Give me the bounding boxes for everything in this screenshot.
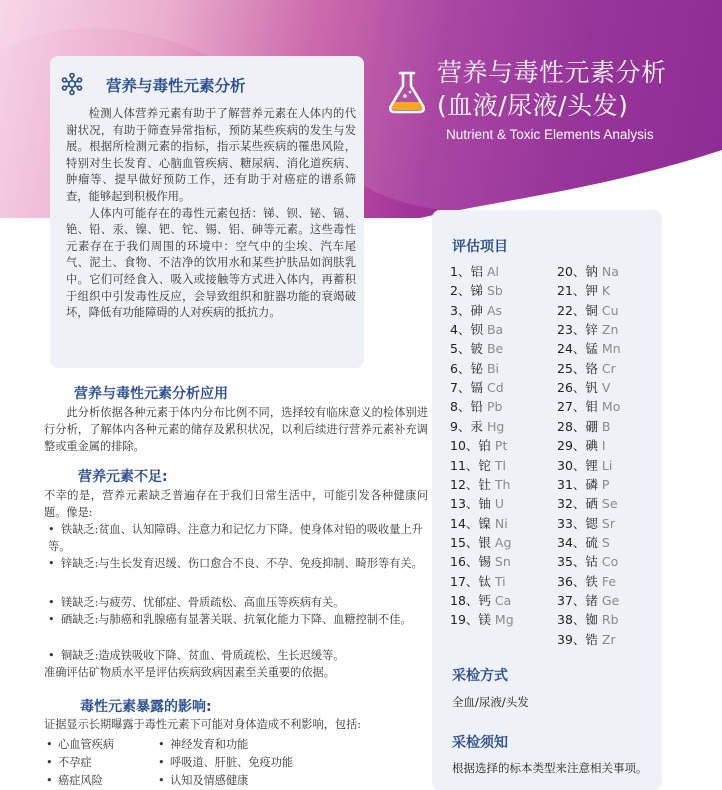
element-item xyxy=(450,436,507,454)
element-number: 33、 xyxy=(557,515,586,531)
element-symbol: Th xyxy=(494,476,511,492)
element-item xyxy=(450,533,511,551)
element-number: 30、 xyxy=(557,457,586,473)
element-number: 35、 xyxy=(557,554,586,570)
element-number: 21、 xyxy=(557,283,586,299)
element-number: 12、 xyxy=(450,476,479,492)
list-item: • 硒缺乏:与肺癌和乳腺癌有显著关联、抗氧化能力下降、血糖控制不佳。 xyxy=(48,613,412,626)
element-symbol: As xyxy=(486,302,503,318)
element-symbol: Rb xyxy=(601,612,619,628)
element-symbol: Ti xyxy=(494,573,506,589)
element-number: 6、 xyxy=(450,360,471,376)
element-number: 16、 xyxy=(450,554,479,570)
element-symbol: Zn xyxy=(601,322,619,338)
method-title: 采检方式 xyxy=(452,668,508,684)
element-item xyxy=(557,475,609,493)
element-name: 砷 xyxy=(470,302,483,318)
element-item xyxy=(557,262,619,280)
deficiency-title: 营养元素不足: xyxy=(78,469,168,485)
element-number: 24、 xyxy=(557,341,586,357)
element-item xyxy=(557,436,606,454)
element-symbol: Zr xyxy=(601,631,616,647)
element-item xyxy=(557,630,616,648)
element-name: 锑 xyxy=(470,283,483,299)
element-item xyxy=(557,572,616,590)
element-name: 锶 xyxy=(585,515,598,531)
toxic-title: 毒性元素暴露的影响: xyxy=(80,699,212,715)
intro-body xyxy=(66,106,356,322)
element-number: 18、 xyxy=(450,592,479,608)
element-number: 11、 xyxy=(450,457,479,473)
element-name: 铊 xyxy=(478,457,491,473)
element-name: 铷 xyxy=(585,612,598,628)
element-name: 锡 xyxy=(478,554,491,570)
flask-icon xyxy=(386,70,428,114)
list-item: • 铁缺乏:贫血、认知障碍、注意力和记忆力下降、使身体对铅的吸收量上升等。 xyxy=(48,523,423,553)
element-number: 13、 xyxy=(450,496,479,512)
element-symbol: Co xyxy=(601,554,619,570)
list-item: • 锌缺乏:与生长发育迟缓、伤口愈合不良、不孕、免疫抑制、畸形等有关。 xyxy=(48,557,423,570)
element-symbol: Ge xyxy=(601,592,620,608)
element-item xyxy=(450,417,504,435)
element-number: 4、 xyxy=(450,322,471,338)
toxic-effects-list xyxy=(46,736,376,790)
element-name: 硫 xyxy=(585,534,598,550)
element-item xyxy=(557,281,610,299)
element-item xyxy=(557,456,612,474)
element-name: 钴 xyxy=(585,554,598,570)
toxic-intro: 证据显示长期曝露于毒性元素下可能对身体造成不利影响，包括: xyxy=(44,718,362,731)
element-item xyxy=(450,610,514,628)
element-name: 锗 xyxy=(585,592,598,608)
element-name: 钛 xyxy=(478,573,491,589)
list-item: • 铜缺乏:造成铁吸收下降、贫血、骨质疏松、生长迟缓等。 xyxy=(48,649,345,662)
element-name: 钒 xyxy=(585,380,598,396)
element-symbol: B xyxy=(601,418,611,434)
element-symbol: Mo xyxy=(601,399,621,415)
element-item xyxy=(557,301,619,319)
title-line-1: 营养与毒性元素分析 xyxy=(437,58,667,87)
deficiency-item-copper: 铜缺乏:造成铁吸收下降、贫血、骨质疏松、生长迟缓等。 xyxy=(61,649,345,662)
element-number: 29、 xyxy=(557,438,586,454)
element-symbol: V xyxy=(601,380,611,396)
element-name: 碘 xyxy=(585,438,598,454)
toxic-effects-col-1 xyxy=(46,736,114,790)
element-name: 锂 xyxy=(585,457,598,473)
element-name: 铬 xyxy=(585,360,598,376)
notice-text: 根据选择的标本类型来注意相关事项。 xyxy=(452,761,648,775)
element-name: 硼 xyxy=(585,418,598,434)
element-number: 5、 xyxy=(450,341,471,357)
element-item xyxy=(557,417,611,435)
deficiency-item-iron: 铁缺乏:贫血、认知障碍、注意力和记忆力下降、使身体对铅的吸收量上升等。 xyxy=(48,523,423,553)
element-number: 25、 xyxy=(557,360,586,376)
element-item xyxy=(450,475,510,493)
page-title xyxy=(437,56,722,122)
element-name: 镍 xyxy=(478,515,491,531)
notice-title: 采检须知 xyxy=(452,735,508,751)
element-name: 铅 xyxy=(470,399,483,415)
element-symbol: S xyxy=(601,534,610,550)
intro-paragraph-2: 人体内可能存在的毒性元素包括：锑、钡、铋、镉、铯、铅、汞、镍、钯、铊、锡、铝、砷等元素。这些毒性元素存在于我们周围的环境中：空气中的尘埃、汽车尾气、泥土、食物、不洁净的饮用水和某些护肤品如润肤乳中。它们可经食入、吸入或接触等方式进入体内，再蓄积于组织中引发毒性反应，会导致组织和脏器功能的衰竭破坏，降低有功能障碍的人对疾病的抵抗力。 xyxy=(66,206,356,320)
element-symbol: P xyxy=(601,476,610,492)
element-item xyxy=(557,610,619,628)
intro-card xyxy=(50,56,364,368)
list-item: • 心血管疾病 xyxy=(46,738,114,751)
element-symbol: Bi xyxy=(486,360,500,376)
element-symbol: Sb xyxy=(486,283,503,299)
element-item xyxy=(450,378,504,396)
element-number: 14、 xyxy=(450,515,479,531)
element-name: 硒 xyxy=(585,496,598,512)
element-name: 铁 xyxy=(585,573,598,589)
element-number: 19、 xyxy=(450,612,479,628)
deficiency-item-zinc: 锌缺乏:与生长发育迟缓、伤口愈合不良、不孕、免疫抑制、畸形等有关。 xyxy=(61,557,423,570)
element-number: 27、 xyxy=(557,399,586,415)
deficiency-conclusion: 准确评估矿物质水平是评估疾病致病因素至关重要的依据。 xyxy=(44,666,335,679)
application-title: 营养与毒性元素分析应用 xyxy=(74,386,228,402)
element-number: 20、 xyxy=(557,264,586,279)
intro-paragraph-1: 检测人体营养元素有助于了解营养元素在人体内的代谢状况，有助于筛查异常指标，预防某些疾病的发生与发展。根据所检测元素的指标，指示某些疾病的罹患风险，特别对生长发育、心脑血管疾病、糖尿病、消化道疾病、肿瘤等、提早做好预防工作，还有助于对癌症的谱系筛查，能够起到积极作用。 xyxy=(66,107,356,203)
element-symbol: Pb xyxy=(486,399,503,415)
element-item xyxy=(450,552,511,570)
element-item xyxy=(450,359,499,377)
element-number: 9、 xyxy=(450,418,471,434)
element-number: 1、 xyxy=(450,264,471,279)
element-symbol: Ag xyxy=(494,534,512,550)
element-number: 38、 xyxy=(557,612,586,628)
element-name: 铀 xyxy=(478,496,491,512)
element-name: 铜 xyxy=(585,302,598,318)
element-item xyxy=(450,514,508,532)
element-symbol: Mg xyxy=(494,612,514,628)
element-symbol: Al xyxy=(486,264,499,279)
title-line-2: (血液/尿液/头发) xyxy=(437,91,629,120)
element-number: 15、 xyxy=(450,534,479,550)
element-item xyxy=(450,339,503,357)
element-number: 23、 xyxy=(557,322,586,338)
element-number: 3、 xyxy=(450,302,471,318)
element-item xyxy=(557,514,615,532)
element-symbol: Cu xyxy=(601,302,619,318)
element-name: 锌 xyxy=(585,322,598,338)
element-item xyxy=(450,397,502,415)
element-name: 锰 xyxy=(585,341,598,357)
deficiency-item-selenium: 硒缺乏:与肺癌和乳腺癌有显著关联、抗氧化能力下降、血糖控制不佳。 xyxy=(61,613,412,626)
element-symbol: Cd xyxy=(486,380,504,396)
element-name: 铂 xyxy=(478,438,491,454)
element-symbol: Hg xyxy=(486,418,505,434)
list-item: • 呼吸道、肝脏、免疫功能 xyxy=(158,756,294,769)
element-item xyxy=(557,397,620,415)
element-symbol: Pt xyxy=(494,438,508,454)
element-symbol: Sn xyxy=(494,554,511,570)
element-item xyxy=(450,320,503,338)
element-symbol: K xyxy=(601,283,611,299)
element-name: 镉 xyxy=(470,380,483,396)
element-symbol: Ba xyxy=(486,322,504,338)
element-number: 2、 xyxy=(450,283,471,299)
element-name: 钙 xyxy=(478,592,491,608)
list-item: • 认知及情感健康 xyxy=(158,774,249,787)
element-name: 钼 xyxy=(585,399,598,415)
element-item xyxy=(450,456,506,474)
intro-title: 营养与毒性元素分析 xyxy=(106,77,246,95)
element-item xyxy=(557,378,610,396)
element-symbol: Na xyxy=(601,264,619,279)
element-symbol: Mn xyxy=(601,341,621,357)
element-number: 7、 xyxy=(450,380,471,396)
element-item xyxy=(450,494,504,512)
element-symbol: Ca xyxy=(494,592,512,608)
molecule-icon xyxy=(60,72,84,96)
element-item xyxy=(450,572,506,590)
element-symbol: I xyxy=(601,438,606,454)
element-number: 10、 xyxy=(450,438,479,454)
element-name: 钠 xyxy=(585,264,598,279)
element-item xyxy=(557,359,616,377)
page-subtitle: Nutrient & Toxic Elements Analysis xyxy=(446,127,654,142)
element-item xyxy=(557,591,619,609)
element-name: 钍 xyxy=(478,476,491,492)
element-symbol: Se xyxy=(601,496,618,512)
element-number: 31、 xyxy=(557,476,586,492)
element-item xyxy=(450,301,502,319)
element-name: 锆 xyxy=(585,631,598,647)
element-number: 36、 xyxy=(557,573,586,589)
element-number: 17、 xyxy=(450,573,479,589)
element-number: 26、 xyxy=(557,380,586,396)
element-symbol: U xyxy=(494,496,505,512)
element-name: 铝 xyxy=(470,264,483,279)
element-symbol: Fe xyxy=(601,573,617,589)
element-symbol: Cr xyxy=(601,360,616,376)
list-item: • 癌症风险 xyxy=(46,774,103,787)
element-number: 37、 xyxy=(557,592,586,608)
deficiency-intro: 不幸的是，营养元素缺乏普遍存在于我们日常生活中，可能引发各种健康问题。像是: xyxy=(44,489,428,519)
element-number: 28、 xyxy=(557,418,586,434)
element-item xyxy=(557,339,621,357)
element-name: 钡 xyxy=(470,322,483,338)
element-name: 铍 xyxy=(470,341,483,357)
toxic-effects-col-2 xyxy=(158,736,293,790)
element-name: 银 xyxy=(478,534,491,550)
element-item xyxy=(450,262,499,280)
info-panel xyxy=(432,210,662,790)
element-item xyxy=(450,591,511,609)
deficiency-item-magnesium: 镁缺乏:与疲劳、忧郁症、骨质疏松、高血压等疾病有关。 xyxy=(61,596,345,609)
element-name: 镁 xyxy=(478,612,491,628)
element-item xyxy=(557,494,618,512)
element-number: 39、 xyxy=(557,631,586,647)
element-item xyxy=(557,552,618,570)
element-symbol: Tl xyxy=(494,457,507,473)
element-number: 34、 xyxy=(557,534,586,550)
method-text: 全血/尿液/头发 xyxy=(452,695,529,709)
element-symbol: Be xyxy=(486,341,504,357)
list-item: • 神经发育和功能 xyxy=(158,738,249,751)
element-item xyxy=(557,320,618,338)
application-text: 此分析依据各种元素于体内分布比例不同，选择较有临床意义的检体别进行分析，了解体内各种元素的储存及累积状况，以利后续进行营养元素补充调整或重金属的排除。 xyxy=(44,406,428,453)
element-number: 8、 xyxy=(450,399,471,415)
element-item xyxy=(557,533,610,551)
list-item: • 不孕症 xyxy=(46,756,92,769)
element-item xyxy=(450,281,503,299)
element-symbol: Sr xyxy=(601,515,615,531)
element-symbol: Ni xyxy=(494,515,508,531)
list-item: • 镁缺乏:与疲劳、忧郁症、骨质疏松、高血压等疾病有关。 xyxy=(48,596,345,609)
element-name: 汞 xyxy=(470,418,483,434)
element-symbol: Li xyxy=(601,457,613,473)
evaluation-title: 评估项目 xyxy=(452,239,508,255)
element-name: 铋 xyxy=(470,360,483,376)
element-number: 32、 xyxy=(557,496,586,512)
element-name: 钾 xyxy=(585,283,598,299)
element-name: 磷 xyxy=(585,476,598,492)
element-number: 22、 xyxy=(557,302,586,318)
